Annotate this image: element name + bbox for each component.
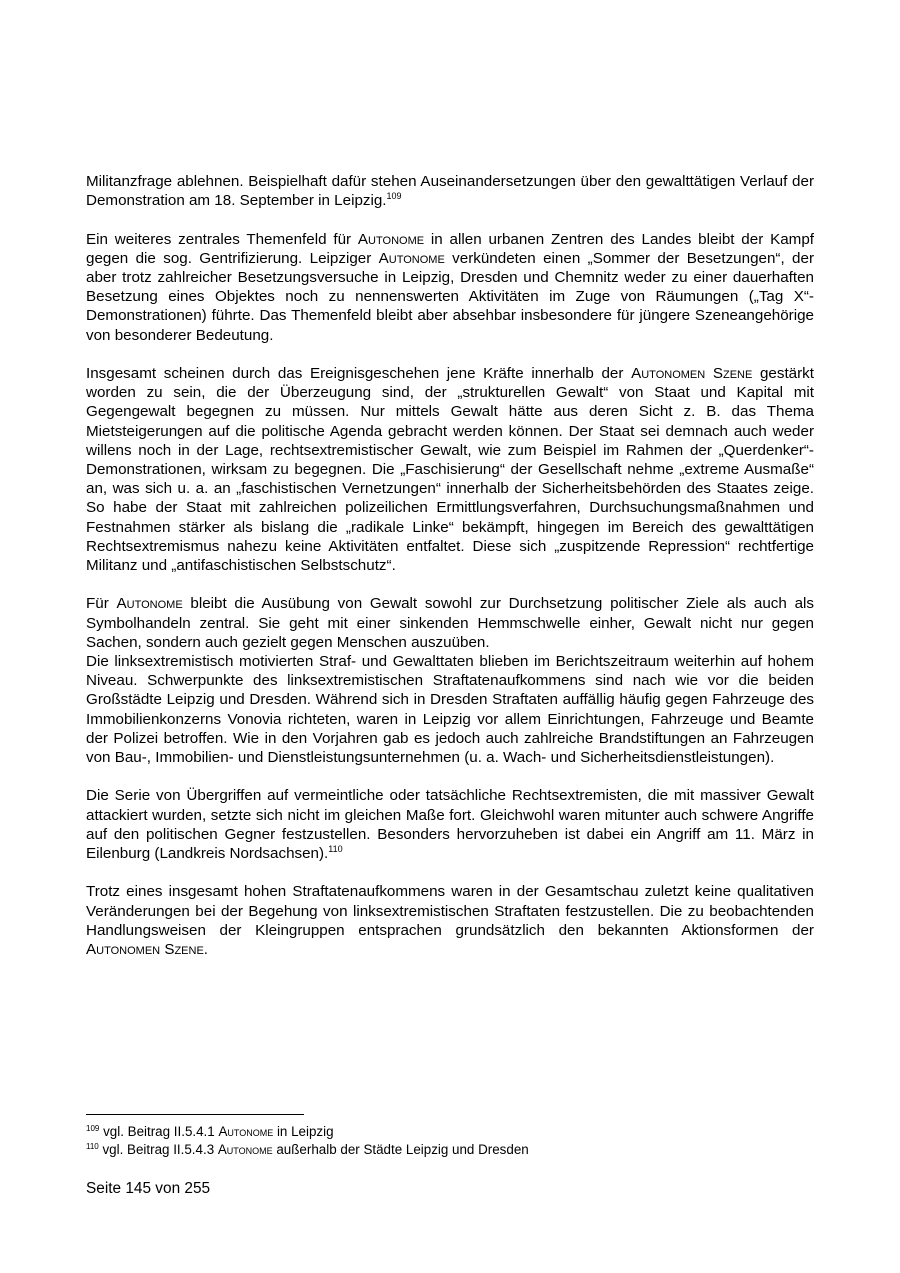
paragraph-6-text: Die Serie von Übergriffen auf vermeintliche oder tatsächliche Rechtsextremisten, die mit massiver Gewalt attackiert wurden, setzte sich nicht im gleichen Maße fort. Gleichwohl waren mitunter auch schwere Angriffe auf den politischen Gegner festzustellen. Besonders hervorzuheben ist dabei ein Angriff am 11. März in Eilenburg (Landkreis Nordsachsen). <box>86 787 814 863</box>
term-autonome-szene: Autonomen Szene <box>631 365 753 382</box>
paragraph-3 <box>86 364 814 575</box>
paragraph-2-text-a: Ein weiteres zentrales Themenfeld für <box>86 230 358 248</box>
footnote-text-a: vgl. Beitrag II.5.4.1 <box>99 1124 219 1139</box>
paragraph-2-text-b: in allen urbanen Zentren des Landes bleibt der Kampf gegen die sog. Gentrifizierung. Leipziger <box>86 230 814 267</box>
footnote-text-a: vgl. Beitrag II.5.4.3 <box>98 1142 218 1157</box>
paragraph-5 <box>86 652 814 767</box>
paragraph-4 <box>86 594 814 652</box>
term-autonome: Autonome <box>218 1124 274 1139</box>
paragraph-7-text-a: Trotz eines insgesamt hohen Straftatenaufkommens waren in der Gesamtschau zuletzt keine qualitativen Veränderungen bei der Begehung von linksextremistischen Straftaten festzustellen. Die zu beobachtenden Handlungsweisen der Kleingruppen entsprachen grundsätzlich den bekannten Aktionsformen der <box>86 883 814 939</box>
paragraph-1-text: Militanzfrage ablehnen. Beispielhaft dafür stehen Auseinandersetzungen über den gewalttätigen Verlauf der Demonstration am 18. September in Leipzig. <box>86 173 814 210</box>
footnote-text-b: in Leipzig <box>273 1124 334 1139</box>
paragraph-5-text: Die linksextremistisch motivierten Straf- und Gewalttaten blieben im Berichtszeitraum weiterhin auf hohem Niveau. Schwerpunkte des linksextremistischen Straftatenaufkommens sind nach wie vor die beiden Großstädte Leipzig und Dresden. Während sich in Dresden Straftaten auffällig häufig gegen Fahrzeuge des Immobilienkonzerns Vonovia richteten, waren in Leipzig vor allem Einrichtungen, Fahrzeuge und Beamte der Polizei betroffen. Wie in den Vorjahren gab es jedoch auch zahlreiche Brandstiftungen an Fahrzeugen von Bau-, Immobilien- und Dienstleistungsunternehmen (u. a. Wach- und Sicherheitsdienstleistungen). <box>86 653 814 767</box>
footnote-number: 110 <box>86 1142 99 1151</box>
paragraph-7-text-b: . <box>203 941 209 959</box>
paragraph-6 <box>86 786 814 863</box>
paragraph-1 <box>86 172 814 210</box>
paragraph-3-text-a: Insgesamt scheinen durch das Ereignisgeschehen jene Kräfte innerhalb der <box>86 365 632 382</box>
footnote-text-b: außerhalb der Städte Leipzig und Dresden <box>272 1142 529 1157</box>
paragraph-2 <box>86 230 814 345</box>
footnote-ref-110[interactable]: 110 <box>328 844 343 855</box>
paragraph-4-text-a: Für <box>86 595 117 613</box>
footnote-separator <box>86 1114 304 1115</box>
term-autonome: Autonome <box>378 249 445 267</box>
term-autonome-szene: Autonomen Szene <box>86 941 204 959</box>
term-autonome: Autonome <box>357 230 425 248</box>
paragraph-4-text-b: bleibt die Ausübung von Gewalt sowohl zur Durchsetzung politischer Ziele als auch als Symbolhandeln zentral. Sie geht mit einer sinkenden Hemmschwelle einher, Gewalt nicht nur gegen Sachen, sondern auch gezielt gegen Menschen auszuüben. <box>86 595 814 651</box>
term-autonome: Autonome <box>217 1142 273 1157</box>
paragraph-7 <box>86 882 814 959</box>
paragraph-2-text-c: verkündeten einen „Sommer der Besetzungen“, der aber trotz zahlreicher Besetzungsversuche in Leipzig, Dresden und Chemnitz weder zu einer dauerhaften Besetzung eines Objektes noch zu nennenswerten Aktivitäten im Zuge von Räumungen („Tag X“-Demonstrationen) führte. Das Themenfeld bleibt aber absehbar insbesondere für jüngere Szeneangehörige von besonderer Bedeutung. <box>86 249 814 344</box>
footnote-number: 109 <box>86 1124 100 1133</box>
footnotes <box>86 1123 814 1159</box>
paragraph-3-text-b: gestärkt worden zu sein, die der Überzeugung sind, der „strukturellen Gewalt“ von Staat und Kapital mit Gegengewalt begegnen zu müssen. Nur mittels Gewalt hätte aus deren Sicht z. B. das Thema Mietsteigerungen auf die politische Agenda gebracht werden können. Der Staat sei demnach auch weder willens noch in der Lage, rechtsextremistischer Gewalt, wie zum Beispiel im Rahmen der „Querdenker“-Demonstrationen, wirksam zu begegnen. Die „Faschisierung“ der Gesellschaft nehme „extreme Ausmaße“ an, was sich u. a. an „faschistischen Vernetzungen“ innerhalb der Sicherheitsbehörden des Staates zeige. So habe der Staat mit zahlreichen polizeilichen Ermittlungsverfahren, Durchsuchungsmaßnahmen und Festnahmen stärker als bislang die „radikale Linke“ bekämpft, hingegen im Bereich des gewalttätigen Rechtsextremismus nahezu keine Aktivitäten entfaltet. Diese sich „zuspitzende Repression“ rechtfertige Militanz und „antifaschistischen Selbstschutz“. <box>86 365 814 575</box>
term-autonome: Autonome <box>116 595 183 613</box>
footnote-110 <box>86 1141 814 1159</box>
footnote-109 <box>86 1123 814 1141</box>
page-number: Seite 145 von 255 <box>86 1180 211 1197</box>
main-text <box>86 172 814 978</box>
footnote-ref-109[interactable]: 109 <box>386 191 402 202</box>
